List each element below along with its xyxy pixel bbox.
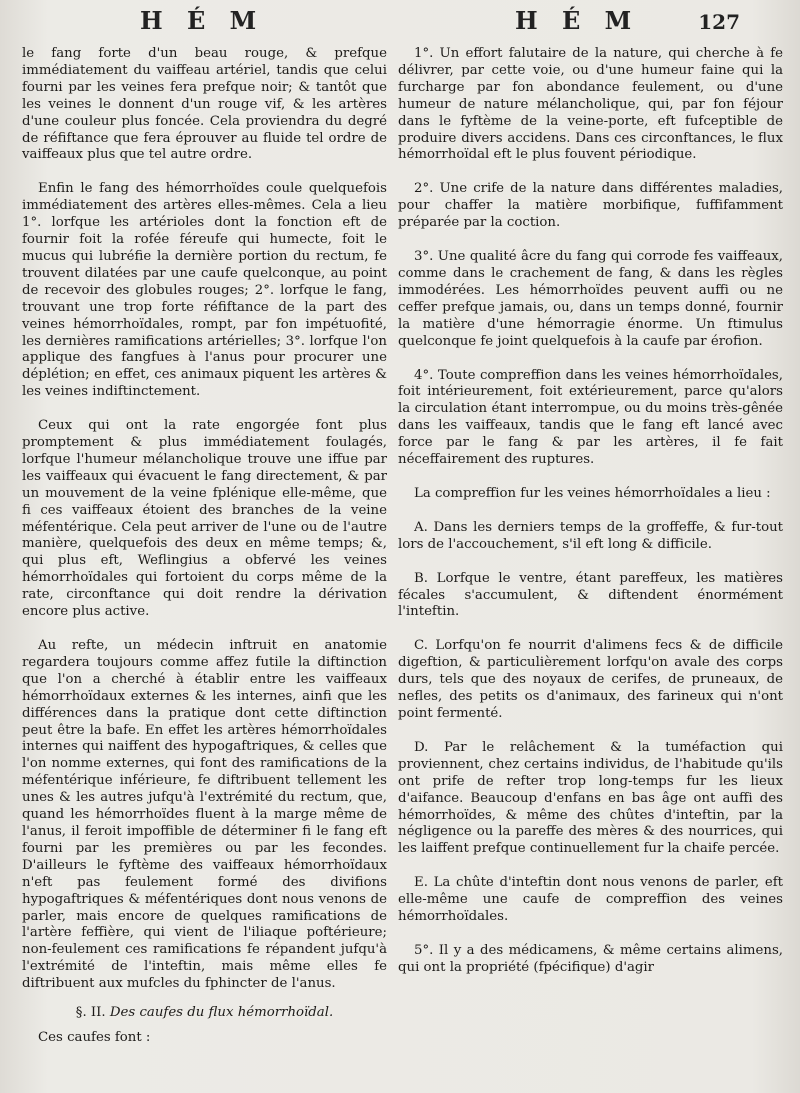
section-number: §. II. bbox=[75, 1005, 106, 1021]
section-heading bbox=[22, 1005, 387, 1022]
right-column bbox=[398, 46, 783, 1081]
paragraph-item-a: A. Dans les derniers temps de la groffeffe, & fur-tout lors de l'accouchement, s'il eft long & difficile. bbox=[398, 519, 783, 552]
page-number: 127 bbox=[698, 10, 740, 34]
running-head-left: H É M bbox=[140, 6, 265, 35]
paragraph-cause-5: 5°. Il y a des médicamens, & même certains alimens, qui ont la propriété (fpécifique) d'agir bbox=[398, 942, 783, 975]
paragraph-cause-1: 1°. Un effort falutaire de la nature, qui cherche à fe délivrer, par cette voie, ou d'une humeur faine qui la furcharge par fon abondance feulement, ou d'une humeur de nature mélancholique, qui, par fon féjour dans le fyftème de la veine-porte, eft fufceptible de produire divers accidens. Dans ces circonftances, le flux hémorrhoïdal eft le plus fouvent périodique. bbox=[398, 46, 783, 163]
section-title: Des caufes du flux hémorrhoïdal. bbox=[109, 1005, 334, 1021]
paragraph-anatomy: Au refte, un médecin inftruit en anatomie regardera toujours comme affez futile la diftinction que l'on a cherché à établir entre les vaiffeaux hémorrhoïdaux externes & les internes, ainfi que les différences dans la pratique dont cette diftinction peut être la bafe. En effet les artères hémorrhoïdales internes qui naiffent des hypogaftriques, & celles que l'on nomme externes, qui font des ramifications de la méfentérique inférieure, fe diftribuent tellement les unes & les autres jufqu'à l'extrémité du rectum, que, quand les hémorrhoïdes fluent à la marge même de l'anus, il feroit impoffible de déterminer fi le fang eft fourni par les premières ou par les fecondes. D'ailleurs le fyftème des vaiffeaux hémorrhoïdaux n'eft pas feulement formé des divifions hypogaftriques & méfentériques dont nous venons de parler, mais encore de quelques ramifications de l'artère feffière, qui vient de l'iliaque poftérieure; non-feulement ces ramifications fe répandent jufqu'à l'extrémité de l'inteftin, mais même elles fe diftribuent aux mufcles du fphincter de l'anus. bbox=[22, 638, 387, 992]
paragraph-cause-4: 4°. Toute compreffion dans les veines hémorrhoïdales, foit intérieurement, foit extérieurement, parce qu'alors la circulation étant interrompue, ou du moins très-gênée dans les vaiffeaux, tandis que le fang eft lancé avec force par le fang & par les artères, il fe fait néceffairement des ruptures. bbox=[398, 367, 783, 468]
paragraph-causes-intro: Ces caufes font : bbox=[38, 1029, 151, 1045]
left-column bbox=[22, 46, 387, 1081]
paragraph-arterial-flow: Enfin le fang des hémorrhoïdes coule quelquefois immédiatement des artères elles-mêmes. Cela a lieu 1°. lorfque les artérioles dont la fonction eft de fournir foit la rofée féreufe qui humecte, foit le mucus qui lubréfie la dernière portion du rectum, fe trouvent dilatées par une caufe quelconque, au point de recevoir des globules rouges; 2°. lorfque le fang, trouvant une trop forte réfiftance de la part des veines hémorrhoïdales, rompt, par fon impétuofité, les dernières ramifications artérielles; 3°. lorfque l'on applique des fangfues à l'anus pour procurer une déplétion; en effet, ces animaux piquent les artères & les veines indiftinctement. bbox=[22, 181, 387, 400]
paragraph-cause-3: 3°. Une qualité âcre du fang qui corrode fes vaiffeaux, comme dans le crachement de fang, & dans les règles immodérées. Les hémorrhoïdes peuvent auffi ou ne ceffer prefque jamais, ou, dans un temps donné, fournir la matière d'une hémorragie énorme. Un ftimulus quelconque fe joint quelquefois à la caufe par érofion. bbox=[398, 249, 783, 349]
paragraph-cause-2: 2°. Une crife de la nature dans différentes maladies, pour chaffer la matière morbifique, fuffifamment préparée par la coction. bbox=[398, 181, 783, 231]
paragraph-item-e: E. La chûte d'inteftin dont nous venons de parler, eft elle-même une caufe de compreffion des veines hémorrhoïdales. bbox=[398, 875, 783, 925]
paragraph-item-d: D. Par le relâchement & la tuméfaction qui proviennent, chez certains individus, de l'habitude qu'ils ont prife de refter trop long-temps fur les lieux d'aifance. Beaucoup d'enfans en bas âge ont auffi des hémorrhoïdes, & même des chûtes d'inteftin, par la négligence ou la pareffe des mères & des nourrices, qui les laiffent prefque continuellement fur la chaife percée. bbox=[398, 739, 783, 857]
paragraph-item-b: B. Lorfque le ventre, étant pareffeux, les matières fécales s'accumulent, & diftendent énormément l'inteftin. bbox=[398, 570, 783, 620]
running-head-right: H É M bbox=[515, 6, 640, 35]
paragraph-item-c: C. Lorfqu'on fe nourrit d'alimens fecs & de difficile digeftion, & particulièrement lorfqu'on avale des corps durs, tels que des noyaux de cerifes, de pruneaux, de nefles, des petits os d'animaux, des farineux qui n'ont point fermenté. bbox=[398, 638, 783, 721]
paragraph-blood-color: le fang forte d'un beau rouge, & prefque immédiatement du vaiffeau artériel, tandis que celui fourni par les veines fera prefque noir; & tantôt que les veines le donnent d'un rouge vif, & les artères d'une couleur plus foncée. Cela proviendra du degré de réfiftance que fera éprouver au fluide tel ordre de vaiffeaux plus que tel autre ordre. bbox=[22, 46, 387, 163]
paragraph-spleen: Ceux qui ont la rate engorgée font plus promptement & plus immédiatement foulagés, lorfque l'humeur mélancholique trouve une iffue par les vaiffeaux qui évacuent le fang directement, & par un mouvement de la veine fplénique elle-même, que fi ces vaiffeaux étoient des branches de la veine méfentérique. Cela peut arriver de l'une ou de l'autre manière, quelquefois des deux en même temps; &, qui plus eft, Weflingius a obfervé les veines hémorrhoïdales qui fortoient du corps même de la rate, circonftance qui doit rendre la dérivation encore plus active. bbox=[22, 418, 387, 620]
page-header bbox=[0, 6, 800, 40]
paragraph-compression-intro: La compreffion fur les veines hémorrhoïdales a lieu : bbox=[414, 485, 771, 501]
